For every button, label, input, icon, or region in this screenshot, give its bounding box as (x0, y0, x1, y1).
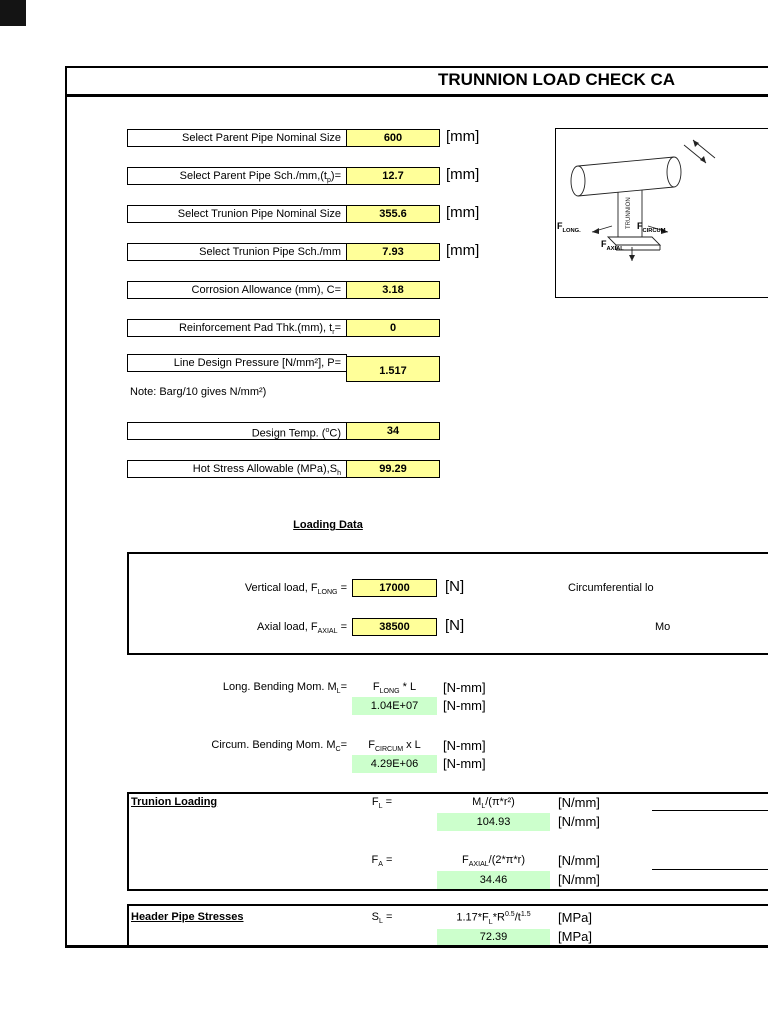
trunion-fa-symbol: $F_A$ = (371, 854, 393, 869)
input-label-design-pressure: Line Design Pressure [N/mm²], P= (127, 354, 347, 372)
trunion-fl-symbol: $F_L$ = (371, 796, 393, 811)
moment-circum-formula: $F_{CIRCUM}$ x L (368, 739, 421, 754)
input-value-trunion-pipe-sch: 7.93 (346, 243, 440, 261)
unit-label-mm: [mm] (446, 166, 480, 183)
trunnion-vertical-text: TRUNNION (626, 197, 632, 229)
stress-sl-formula: $1.17*F_L*R^{0.5}/t^{1.5}$ (456, 911, 531, 926)
stress-sl-symbol: $S_L$ = (371, 911, 393, 926)
input-value-corrosion-allowance: 3.18 (346, 281, 440, 299)
diagram-flong-label: $F_{LONG.}$ (557, 221, 581, 234)
trunnion-diagram-box (555, 128, 768, 298)
page-title: TRUNNION LOAD CHECK CA (438, 70, 676, 89)
unit-label-npermm: [N/mm] (558, 872, 600, 887)
unit-label-mpa: [MPa] (558, 910, 592, 925)
viewer-corner-mark (0, 0, 26, 26)
loading-value-axial: 38500 (352, 618, 437, 636)
moment-circum-label: Circum. Bending Mom. $M_C=$ (211, 739, 347, 754)
grid-line (652, 869, 768, 870)
unit-label-npermm: [N/mm] (558, 853, 600, 868)
moment-long-label: Long. Bending Mom. $M_L=$ (222, 681, 347, 696)
trunion-fa-formula: $F_{AXIAL}/(2*\pi*r)$ (462, 854, 525, 869)
input-value-parent-pipe-size: 600 (346, 129, 440, 147)
diagram-faxial-label: $F_{AXIAL}$ (601, 239, 624, 252)
unit-label-nmm: [N-mm] (443, 756, 486, 771)
input-value-parent-pipe-sch: 12.7 (346, 167, 440, 185)
moment-circum-result: 4.29E+06 (352, 755, 437, 773)
unit-label-nmm: [N-mm] (443, 680, 486, 695)
trunion-fa-result: 34.46 (437, 871, 550, 889)
unit-label-mm: [mm] (446, 128, 480, 145)
loading-data-heading: Loading Data (293, 519, 363, 531)
trunion-fl-result: 104.93 (437, 813, 550, 831)
unit-label-nmm: [N-mm] (443, 698, 486, 713)
unit-label-mm: [mm] (446, 242, 480, 259)
loading-value-vertical: 17000 (352, 579, 437, 597)
header-pipe-stresses-heading: Header Pipe Stresses (131, 911, 244, 923)
trunion-fl-formula: $M_L/(\pi*r^2)$ (472, 796, 515, 811)
loading-label-vertical: Vertical load, $F_{LONG}$ = (244, 582, 347, 597)
page-top-rule (65, 66, 768, 68)
input-label-trunion-pipe-size: Select Trunion Pipe Nominal Size (127, 205, 347, 223)
input-value-design-pressure: 1.517 (346, 356, 440, 382)
trunnion-sketch (556, 129, 767, 297)
page-left-border (65, 66, 67, 947)
unit-label-nmm: [N-mm] (443, 738, 486, 753)
input-value-trunion-pipe-size: 355.6 (346, 205, 440, 223)
unit-label-n: [N] (445, 578, 465, 595)
loading-label-axial: Axial load, $F_{AXIAL}$ = (257, 621, 347, 636)
trunion-loading-heading: Trunion Loading (131, 796, 218, 808)
pressure-note: Note: Barg/10 gives N/mm²) (130, 386, 267, 398)
unit-label-mm: [mm] (446, 204, 480, 221)
input-label-trunion-pipe-sch: Select Trunion Pipe Sch./mm (127, 243, 347, 261)
title-rule (65, 94, 768, 97)
input-label-hot-stress: Hot Stress Allowable $(MPa),S_h$ (127, 460, 347, 478)
unit-label-mpa: [MPa] (558, 929, 592, 944)
loading-data-box (127, 552, 768, 655)
input-label-corrosion-allowance: Corrosion Allowance (mm), C= (127, 281, 347, 299)
unit-label-npermm: [N/mm] (558, 814, 600, 829)
input-value-reinforcement-pad: 0 (346, 319, 440, 337)
loading-right-fragment-moment: Mo (655, 621, 671, 633)
stress-sl-result: 72.39 (437, 929, 550, 945)
input-label-design-temp: Design Temp. ($^o$C) (127, 422, 347, 440)
input-value-hot-stress: 99.29 (346, 460, 440, 478)
input-value-design-temp: 34 (346, 422, 440, 440)
moment-long-formula: $F_{LONG}$ * L (372, 681, 417, 696)
moment-long-result: 1.04E+07 (352, 697, 437, 715)
unit-label-npermm: [N/mm] (558, 795, 600, 810)
input-label-parent-pipe-sch: Select Parent Pipe $Sch./mm,(t_p)=$ (127, 167, 347, 185)
diagram-fcircum-label: $F_{CIRCUM.}$ (637, 221, 668, 234)
grid-line (652, 810, 768, 811)
loading-right-fragment-circumferential: Circumferential lo (568, 582, 654, 594)
input-label-reinforcement-pad: Reinforcement Pad Thk.(mm), $t_r=$ (127, 319, 347, 337)
unit-label-n: [N] (445, 617, 465, 634)
input-label-parent-pipe-size: Select Parent Pipe Nominal Size (127, 129, 347, 147)
